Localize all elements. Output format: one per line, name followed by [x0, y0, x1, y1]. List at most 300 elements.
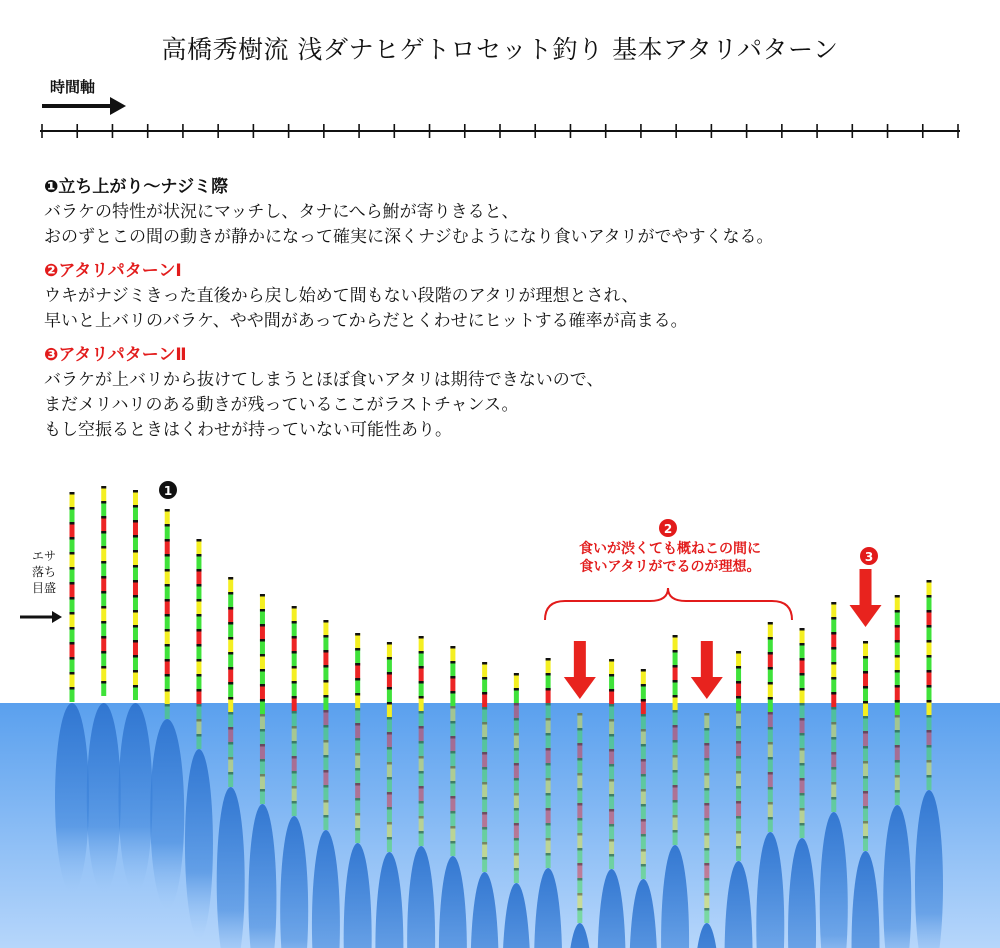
float-tick	[641, 804, 646, 807]
float-tick	[70, 642, 75, 645]
float-tick	[673, 830, 678, 833]
float-tick	[355, 678, 360, 681]
float-tick	[641, 669, 646, 672]
float-tick	[863, 836, 868, 839]
float-tick	[355, 753, 360, 756]
float-tick	[641, 699, 646, 702]
float-tick	[863, 641, 868, 644]
float-tick	[196, 599, 201, 602]
float-tick	[736, 651, 741, 654]
float-tick	[927, 715, 932, 718]
float-tick	[70, 627, 75, 630]
float-tick	[546, 703, 551, 706]
float-tick	[641, 759, 646, 762]
float-tick	[546, 793, 551, 796]
float-tick	[450, 811, 455, 814]
float-tick	[482, 797, 487, 800]
float-tick	[355, 738, 360, 741]
float-tick	[736, 846, 741, 849]
float-tick	[736, 816, 741, 819]
float-tick	[768, 742, 773, 745]
float-tick	[831, 707, 836, 710]
float-tick	[419, 831, 424, 834]
float-tick	[196, 689, 201, 692]
float-tick	[927, 625, 932, 628]
float-tick	[101, 576, 106, 579]
float-tick	[482, 827, 487, 830]
float-tick	[419, 756, 424, 759]
float-tick	[165, 569, 170, 572]
float-tick	[768, 817, 773, 820]
float-tick	[133, 670, 138, 673]
float-tick	[514, 763, 519, 766]
float-tick	[387, 762, 392, 765]
float-tick	[673, 815, 678, 818]
float-tick	[800, 643, 805, 646]
float-tick	[260, 729, 265, 732]
float-tick	[673, 710, 678, 713]
float-tick	[133, 595, 138, 598]
float-tick	[768, 667, 773, 670]
section-3-number: ❸	[44, 345, 59, 365]
float-tick	[831, 722, 836, 725]
float-tick	[419, 696, 424, 699]
float-tick	[641, 684, 646, 687]
float-tick	[641, 789, 646, 792]
float-tick	[450, 646, 455, 649]
float-tick	[133, 685, 138, 688]
float-tick	[196, 674, 201, 677]
float-tick	[419, 711, 424, 714]
float-tick	[673, 650, 678, 653]
float-tick	[323, 635, 328, 638]
float-tick	[577, 818, 582, 821]
float-tick	[450, 751, 455, 754]
float-tick	[196, 554, 201, 557]
float-tick	[101, 606, 106, 609]
float-tick	[228, 607, 233, 610]
side-note-line-1: エサ	[31, 549, 56, 563]
float-tick	[323, 710, 328, 713]
float-tick	[133, 655, 138, 658]
float-tick	[831, 752, 836, 755]
float-tick	[101, 531, 106, 534]
float-tick	[292, 786, 297, 789]
float-tick	[609, 674, 614, 677]
float-tick	[831, 737, 836, 740]
float-tick	[165, 629, 170, 632]
section-2-number: ❷	[44, 261, 59, 281]
float-tick	[800, 808, 805, 811]
float-tick	[323, 650, 328, 653]
float-tick	[260, 669, 265, 672]
float-tick	[736, 711, 741, 714]
marker-2-label: 2	[663, 522, 673, 536]
float-tick	[70, 492, 75, 495]
float-tick	[165, 584, 170, 587]
red-arrow-head	[564, 677, 596, 699]
float-tick	[355, 798, 360, 801]
float-tick	[863, 686, 868, 689]
float-tick	[927, 745, 932, 748]
float-tick	[387, 747, 392, 750]
float-tick	[70, 597, 75, 600]
float-tick	[133, 535, 138, 538]
float-tick	[831, 617, 836, 620]
section-2-heading: アタリパターンⅠ	[58, 261, 182, 281]
float-tick	[292, 651, 297, 654]
float-tick	[800, 733, 805, 736]
float-tick	[514, 733, 519, 736]
float-tick	[927, 640, 932, 643]
float-tick	[673, 770, 678, 773]
float-tick	[292, 756, 297, 759]
red-arrow-shaft	[860, 569, 872, 607]
float-tick	[228, 742, 233, 745]
float-tick	[514, 688, 519, 691]
float-tick	[673, 740, 678, 743]
float-tick	[260, 609, 265, 612]
float-tick	[641, 774, 646, 777]
float-tick	[895, 730, 900, 733]
float-tick	[165, 539, 170, 542]
float-tick	[514, 703, 519, 706]
float-tick	[101, 516, 106, 519]
float-tick	[292, 741, 297, 744]
float-tick	[609, 839, 614, 842]
float-tick	[895, 745, 900, 748]
float-tick	[546, 748, 551, 751]
page-title: 高橋秀樹流 浅ダナヒゲトロセット釣り 基本アタリパターン	[161, 35, 839, 64]
float-tick	[704, 758, 709, 761]
float-tick	[800, 748, 805, 751]
float-tick	[831, 647, 836, 650]
float-tick	[514, 823, 519, 826]
float-tick	[101, 666, 106, 669]
float-tick	[831, 632, 836, 635]
float-tick	[70, 687, 75, 690]
esa-ochi-memori-note	[14, 548, 74, 596]
time-arrow-head	[110, 97, 126, 115]
float-tick	[800, 658, 805, 661]
float-tick	[260, 714, 265, 717]
float-tick	[673, 785, 678, 788]
float-tick	[546, 718, 551, 721]
float-tick	[577, 728, 582, 731]
float-tick	[800, 763, 805, 766]
float-tick	[387, 657, 392, 660]
float-tick	[101, 681, 106, 684]
float-tick	[228, 652, 233, 655]
float-body	[185, 749, 213, 939]
float-tick	[609, 779, 614, 782]
float-tick	[355, 783, 360, 786]
float-tick	[482, 722, 487, 725]
float-tick	[165, 704, 170, 707]
float-tick	[133, 505, 138, 508]
float-tick	[514, 808, 519, 811]
float-tick	[641, 819, 646, 822]
float-tick	[768, 802, 773, 805]
side-note-line-2: 落ち	[31, 565, 56, 579]
float-tick	[546, 853, 551, 856]
float-tick	[577, 758, 582, 761]
float-tick	[546, 688, 551, 691]
float-tick	[165, 524, 170, 527]
float-tick	[609, 854, 614, 857]
float-tick	[355, 663, 360, 666]
float-tick	[387, 642, 392, 645]
float-tick	[641, 729, 646, 732]
float-tick	[546, 778, 551, 781]
float-tick	[768, 682, 773, 685]
float-tick	[673, 635, 678, 638]
float-tick	[196, 734, 201, 737]
float-tick	[577, 833, 582, 836]
float-tick	[482, 692, 487, 695]
float-tick	[292, 801, 297, 804]
float-tick	[260, 699, 265, 702]
float-tick	[292, 711, 297, 714]
float-tick	[482, 842, 487, 845]
float-tick	[895, 640, 900, 643]
red-arrow-head	[691, 677, 723, 699]
float-tick	[70, 537, 75, 540]
float-tick	[895, 775, 900, 778]
float-tick	[482, 662, 487, 665]
float-tick	[196, 629, 201, 632]
float-tick	[704, 743, 709, 746]
float-tick	[673, 680, 678, 683]
float-tick	[292, 696, 297, 699]
float-tick	[895, 700, 900, 703]
float-tick	[863, 776, 868, 779]
float-tick	[260, 654, 265, 657]
float-tick	[609, 824, 614, 827]
red-arrow-head	[850, 605, 882, 627]
float-tick	[323, 740, 328, 743]
float-tick	[355, 708, 360, 711]
section-1	[44, 175, 773, 250]
float-tick	[546, 673, 551, 676]
float-tick	[704, 848, 709, 851]
float-tick	[450, 826, 455, 829]
float-tick	[641, 849, 646, 852]
float-tick	[196, 569, 201, 572]
float-tick	[704, 878, 709, 881]
float-tick	[292, 771, 297, 774]
float-tick	[736, 726, 741, 729]
float-tick	[387, 702, 392, 705]
float-tick	[260, 624, 265, 627]
float-tick	[736, 771, 741, 774]
float-tick	[133, 625, 138, 628]
float-tick	[831, 677, 836, 680]
float-tick	[450, 736, 455, 739]
float-tick	[577, 893, 582, 896]
float-tick	[577, 878, 582, 881]
float-tick	[387, 687, 392, 690]
float-tick	[101, 636, 106, 639]
float-tick	[546, 838, 551, 841]
float-tick	[704, 863, 709, 866]
float-tick	[704, 908, 709, 911]
float-tick	[736, 681, 741, 684]
annotation-2-line-1: 食いが渋くても概ねこの間に	[579, 541, 761, 557]
float-tick	[800, 793, 805, 796]
float-tick	[514, 853, 519, 856]
float-tick	[482, 812, 487, 815]
float-tick	[736, 696, 741, 699]
float-tick	[704, 803, 709, 806]
float-tick	[260, 639, 265, 642]
float-tick	[641, 714, 646, 717]
float-tick	[101, 651, 106, 654]
float-tick	[323, 815, 328, 818]
float-tick	[70, 657, 75, 660]
float-tick	[450, 661, 455, 664]
float-tick	[927, 760, 932, 763]
float-tick	[196, 539, 201, 542]
float-tick	[419, 726, 424, 729]
float-tick	[609, 764, 614, 767]
float-tick	[831, 782, 836, 785]
float-tick	[514, 748, 519, 751]
float-tick	[609, 689, 614, 692]
float-tick	[800, 778, 805, 781]
float-tick	[673, 725, 678, 728]
section-1-number: ❶	[44, 177, 59, 197]
float-tick	[355, 633, 360, 636]
float-tick	[577, 788, 582, 791]
float-tick	[609, 659, 614, 662]
float-tick	[70, 612, 75, 615]
float-tick	[577, 863, 582, 866]
float-tick	[260, 759, 265, 762]
float-tick	[577, 848, 582, 851]
float-tick	[927, 730, 932, 733]
annotation-brace	[545, 588, 792, 620]
float-tick	[70, 522, 75, 525]
float-tick	[768, 697, 773, 700]
float-tick	[577, 803, 582, 806]
float-tick	[450, 766, 455, 769]
float-tick	[831, 797, 836, 800]
float-tick	[450, 706, 455, 709]
float-tick	[895, 625, 900, 628]
float-tick	[736, 666, 741, 669]
section-3-line-2: まだメリハリのある動きが残っているここがラストチャンス。	[44, 395, 519, 415]
float-tick	[355, 693, 360, 696]
float-tick	[768, 622, 773, 625]
float-tick	[419, 636, 424, 639]
float-tick	[323, 800, 328, 803]
float-tick	[641, 864, 646, 867]
float-tick	[609, 749, 614, 752]
float-tick	[768, 757, 773, 760]
float-tick	[482, 767, 487, 770]
float-tick	[831, 602, 836, 605]
float-tick	[768, 787, 773, 790]
float-tick	[768, 652, 773, 655]
float-tick	[704, 773, 709, 776]
red-arrow-shaft	[574, 641, 586, 679]
section-1-line-1: バラケの特性が状況にマッチし、タナにへら鮒が寄りきると、	[44, 202, 519, 222]
float-tick	[228, 577, 233, 580]
red-arrow-shaft	[701, 641, 713, 679]
section-2-line-2: 早いと上バリのバラケ、やや間があってからだとくわせにヒットする確率が高まる。	[44, 311, 688, 331]
time-axis-label: 時間軸	[50, 78, 96, 96]
float-tick	[133, 565, 138, 568]
float-tick	[673, 695, 678, 698]
float-tick	[196, 704, 201, 707]
float-tick	[228, 637, 233, 640]
float-tick	[419, 771, 424, 774]
float-tick	[514, 793, 519, 796]
float-tick	[546, 763, 551, 766]
float-tick	[355, 813, 360, 816]
float-tick	[514, 778, 519, 781]
float-tick	[927, 580, 932, 583]
float-tick	[323, 770, 328, 773]
float-body	[118, 703, 152, 893]
esa-mark-arrow-head	[52, 611, 62, 623]
float-tick	[736, 831, 741, 834]
float-tick	[482, 782, 487, 785]
float-tick	[101, 501, 106, 504]
float-tick	[482, 737, 487, 740]
side-note-line-3: 目盛	[31, 581, 56, 595]
float-tick	[419, 666, 424, 669]
float-tick	[292, 636, 297, 639]
float-tick	[736, 741, 741, 744]
float-tick	[704, 788, 709, 791]
float-tick	[133, 640, 138, 643]
float-tick	[895, 790, 900, 793]
marker-1-label: 1	[163, 484, 173, 498]
annotation-2-line-2: 食いアタリがでるのが理想。	[579, 559, 761, 575]
float-tick	[387, 672, 392, 675]
float-tick	[927, 775, 932, 778]
section-1-heading: 立ち上がり〜ナジミ際	[58, 177, 229, 197]
section-3-line-1: バラケが上バリから抜けてしまうとほぼ食いアタリは期待できないので、	[44, 370, 604, 390]
float-tick	[419, 651, 424, 654]
float-tick	[450, 781, 455, 784]
float-tick	[927, 655, 932, 658]
float-tick	[927, 595, 932, 598]
float-tick	[133, 550, 138, 553]
float-tick	[260, 684, 265, 687]
float-tick	[800, 628, 805, 631]
float-tick	[292, 681, 297, 684]
float-tick	[736, 801, 741, 804]
section-3	[44, 343, 603, 443]
float-tick	[577, 773, 582, 776]
float-tick	[482, 857, 487, 860]
float-tick	[228, 727, 233, 730]
float-tick	[577, 713, 582, 716]
float-tick	[482, 752, 487, 755]
float-tick	[514, 673, 519, 676]
float-tick	[101, 486, 106, 489]
float-tick	[387, 837, 392, 840]
float-tick	[609, 794, 614, 797]
float-body	[87, 703, 121, 893]
float-tick	[165, 614, 170, 617]
float-tick	[228, 622, 233, 625]
float-tick	[482, 707, 487, 710]
float-tick	[419, 786, 424, 789]
